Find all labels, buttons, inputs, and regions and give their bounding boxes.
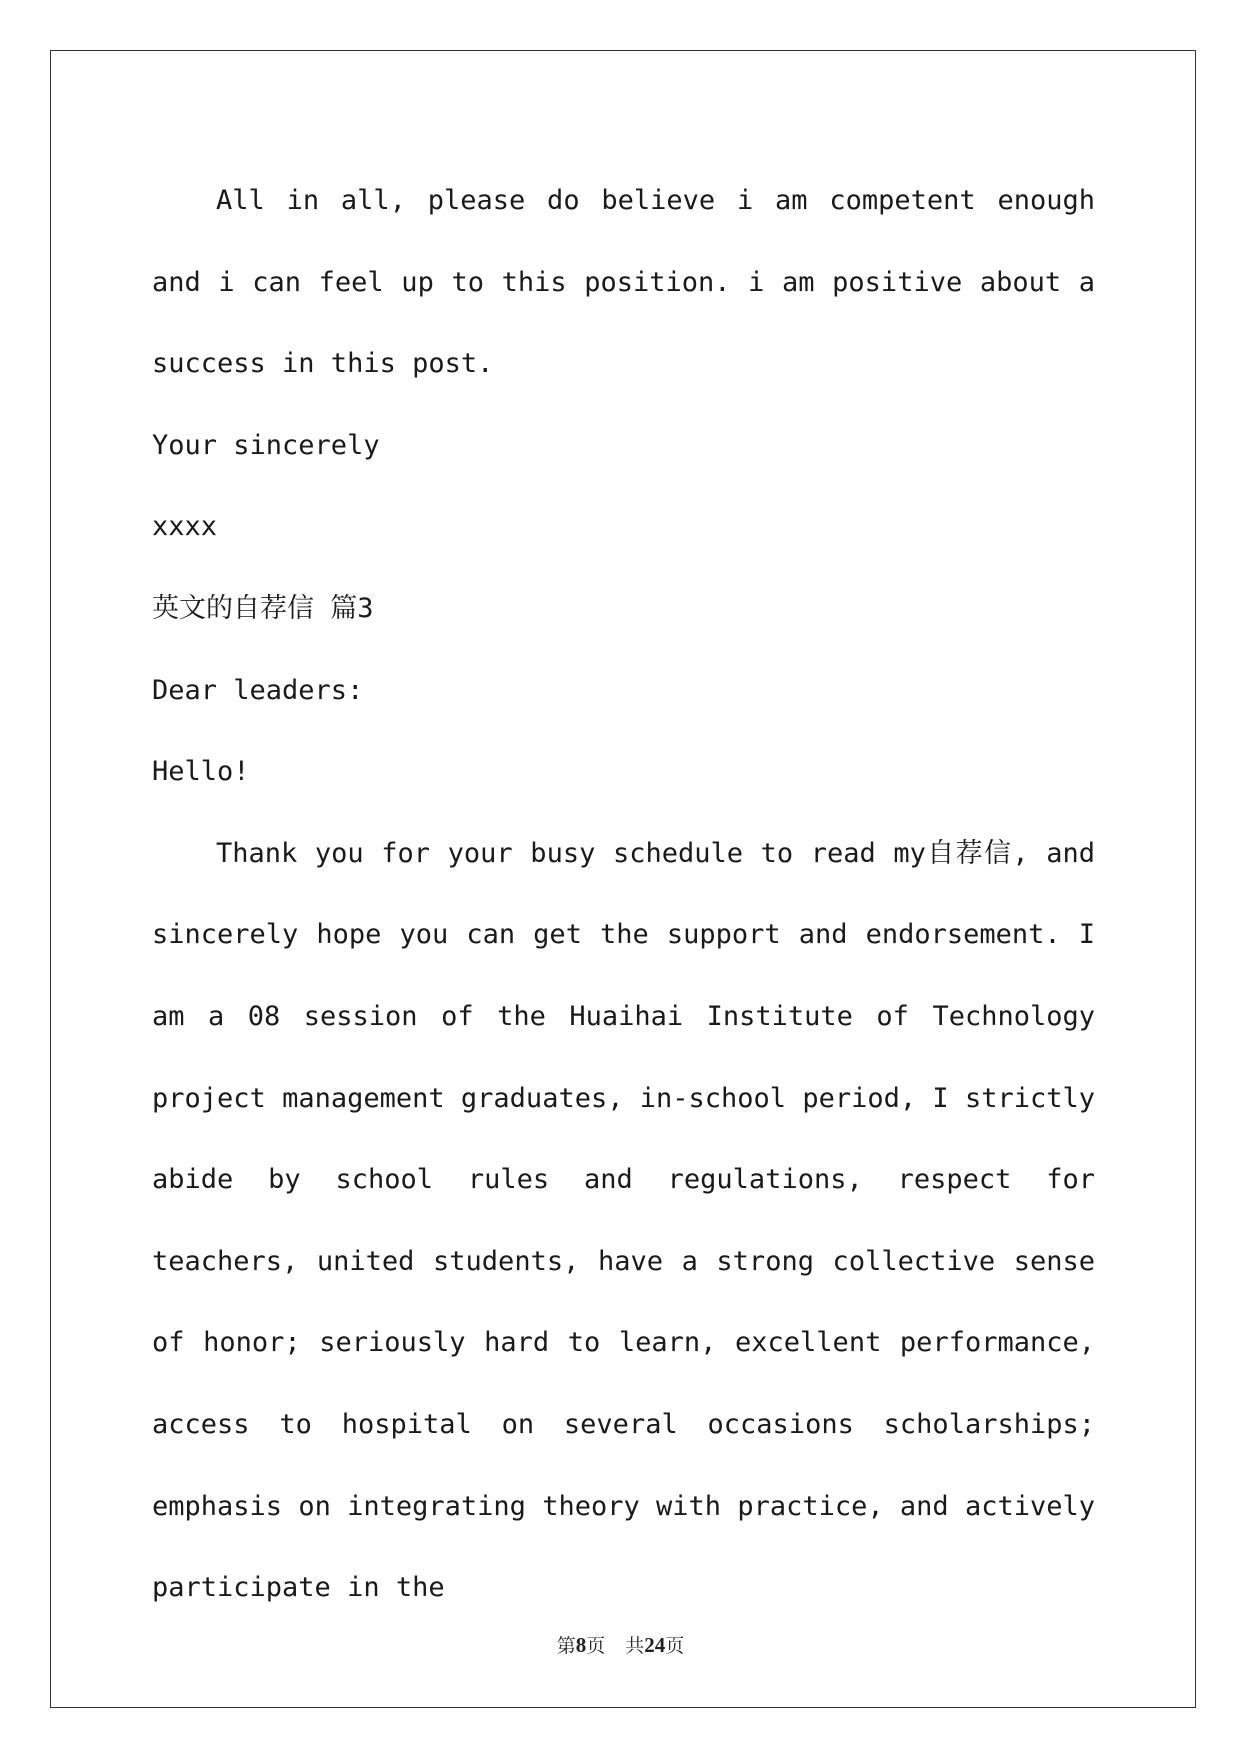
page-prefix: 第 xyxy=(556,1635,576,1657)
page-number: 8 xyxy=(575,1633,587,1657)
body-paragraph: Thank you for your busy schedule to read my自荐信, and sincerely hope you can get the support and endorsement. I am a 08 session of the Huaihai Institute of Technology project management graduates, in-school period, I strictly abide by school rules and regulations, respect for teachers, united students, have a strong collective sense of honor; seriously hard to learn, excellent performance, access to hospital on several occasions scholarships; emphasis on integrating theory with practice, and actively participate in the xyxy=(152,837,1095,1604)
signoff-line: Your sincerely xyxy=(152,429,380,461)
greeting: Hello! xyxy=(152,756,250,788)
signature-line: xxxx xyxy=(152,511,218,543)
page-footer xyxy=(0,1632,1241,1659)
closing-paragraph: All in all, please do believe i am competent enough and i can feel up to this position. i am positive about a success in this post. xyxy=(152,185,1095,380)
total-pages: 24 xyxy=(644,1633,666,1657)
total-suffix: 页 xyxy=(665,1635,685,1657)
section-heading: 英文的自荐信 篇3 xyxy=(152,592,374,624)
document-body xyxy=(152,160,1095,1629)
total-prefix: 共 xyxy=(625,1635,645,1657)
salutation: Dear leaders: xyxy=(152,674,364,706)
page-suffix: 页 xyxy=(586,1635,606,1657)
